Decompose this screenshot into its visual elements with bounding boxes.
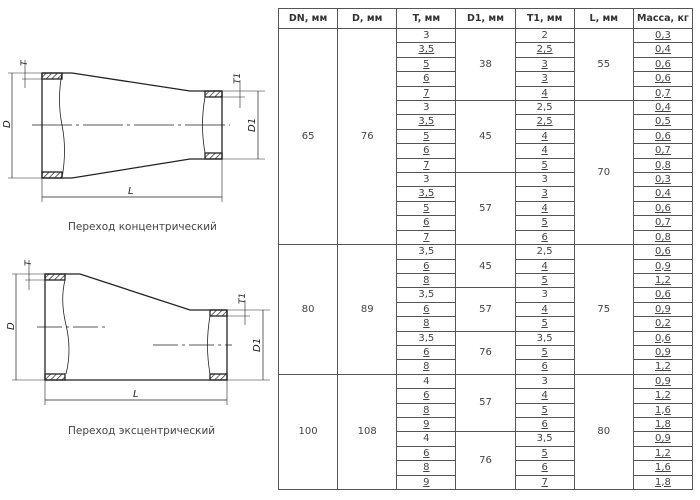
cell-mass: 0,9 — [633, 432, 692, 446]
cell-t1: 2 — [515, 29, 574, 43]
cell-dn: 65 — [279, 29, 338, 245]
header-dn: DN, мм — [279, 9, 338, 29]
d-label: D — [2, 120, 13, 128]
cell-t: 7 — [397, 230, 456, 244]
cell-t1: 3,5 — [515, 432, 574, 446]
cell-t1: 5 — [515, 345, 574, 359]
cell-t: 9 — [397, 475, 456, 489]
cell-mass: 1,2 — [633, 446, 692, 460]
cell-t: 6 — [397, 216, 456, 230]
cell-mass: 1,8 — [633, 475, 692, 489]
cell-t1: 3 — [515, 374, 574, 388]
t1-label: T1 — [233, 72, 243, 84]
cell-t1: 2,5 — [515, 101, 574, 115]
cell-mass: 0,6 — [633, 201, 692, 215]
t1-label: T1 — [238, 292, 248, 304]
header-l: L, мм — [574, 9, 633, 29]
cell-t: 3 — [397, 173, 456, 187]
cell-mass: 0,7 — [633, 144, 692, 158]
cell-t: 4 — [397, 374, 456, 388]
cell-mass: 1,6 — [633, 403, 692, 417]
cell-l: 80 — [574, 374, 633, 489]
eccentric-reducer-drawing — [12, 260, 270, 405]
cell-mass: 0,6 — [633, 57, 692, 71]
cell-t1: 5 — [515, 446, 574, 460]
cell-t: 9 — [397, 417, 456, 431]
cell-t1: 2,5 — [515, 115, 574, 129]
header-mass: Масса, кг — [633, 9, 692, 29]
cell-d1: 57 — [456, 374, 515, 432]
cell-t: 4 — [397, 432, 456, 446]
cell-t1: 4 — [515, 129, 574, 143]
cell-d: 108 — [338, 374, 397, 489]
cell-mass: 1,8 — [633, 417, 692, 431]
table-row — [279, 29, 693, 43]
t-label: T — [24, 260, 34, 266]
cell-t1: 6 — [515, 230, 574, 244]
t-label: T — [20, 60, 30, 66]
cell-d: 76 — [338, 29, 397, 245]
cell-d1: 57 — [456, 173, 515, 245]
table-row — [279, 374, 693, 388]
cell-t: 3,5 — [397, 288, 456, 302]
cell-t1: 4 — [515, 389, 574, 403]
cell-t: 3 — [397, 101, 456, 115]
cell-t1: 5 — [515, 216, 574, 230]
table-row — [279, 245, 693, 259]
cell-mass: 1,2 — [633, 389, 692, 403]
cell-t1: 4 — [515, 86, 574, 100]
cell-t1: 3,5 — [515, 331, 574, 345]
cell-t1: 5 — [515, 403, 574, 417]
cell-t: 6 — [397, 302, 456, 316]
cell-t1: 4 — [515, 144, 574, 158]
cell-t1: 2,5 — [515, 245, 574, 259]
cell-t1: 3 — [515, 173, 574, 187]
cell-t: 5 — [397, 201, 456, 215]
concentric-reducer-drawing — [8, 60, 265, 202]
cell-t: 6 — [397, 446, 456, 460]
cell-mass: 0,9 — [633, 374, 692, 388]
cell-t: 8 — [397, 461, 456, 475]
table-header-row — [279, 9, 693, 29]
cell-t1: 6 — [515, 461, 574, 475]
l-label: L — [133, 389, 139, 400]
cell-dn: 80 — [279, 245, 338, 375]
cell-t: 8 — [397, 403, 456, 417]
d1-label: D1 — [247, 117, 258, 132]
cell-mass: 1,2 — [633, 273, 692, 287]
cell-mass: 0,3 — [633, 173, 692, 187]
cell-t: 3,5 — [397, 43, 456, 57]
reducer-drawings — [0, 0, 275, 496]
cell-t1: 2,5 — [515, 43, 574, 57]
cell-t1: 5 — [515, 273, 574, 287]
cell-d1: 45 — [456, 101, 515, 173]
cell-l: 70 — [574, 101, 633, 245]
cell-t: 5 — [397, 129, 456, 143]
cell-mass: 0,6 — [633, 331, 692, 345]
cell-t1: 7 — [515, 475, 574, 489]
cell-mass: 0,4 — [633, 101, 692, 115]
l-label: L — [128, 186, 134, 197]
cell-t1: 6 — [515, 360, 574, 374]
header-t: T, мм — [397, 9, 456, 29]
cell-mass: 0,3 — [633, 29, 692, 43]
cell-mass: 0,4 — [633, 187, 692, 201]
cell-mass: 0,7 — [633, 216, 692, 230]
cell-d: 89 — [338, 245, 397, 375]
cell-t1: 3 — [515, 57, 574, 71]
cell-l: 75 — [574, 245, 633, 375]
concentric-caption: Переход концентрический — [68, 221, 217, 233]
cell-d1: 45 — [456, 245, 515, 288]
cell-mass: 1,6 — [633, 461, 692, 475]
d1-label: D1 — [252, 337, 263, 352]
cell-t: 3,5 — [397, 245, 456, 259]
cell-t: 8 — [397, 317, 456, 331]
cell-d1: 76 — [456, 432, 515, 490]
cell-mass: 0,6 — [633, 72, 692, 86]
cell-mass: 0,6 — [633, 288, 692, 302]
cell-t: 3,5 — [397, 331, 456, 345]
cell-mass: 0,7 — [633, 86, 692, 100]
cell-t: 7 — [397, 86, 456, 100]
cell-d1: 38 — [456, 29, 515, 101]
cell-mass: 0,9 — [633, 302, 692, 316]
cell-t1: 5 — [515, 317, 574, 331]
eccentric-caption: Переход эксцентрический — [68, 425, 216, 437]
cell-t1: 6 — [515, 417, 574, 431]
cell-t: 8 — [397, 360, 456, 374]
header-d1: D1, мм — [456, 9, 515, 29]
cell-t1: 5 — [515, 158, 574, 172]
cell-mass: 0,9 — [633, 259, 692, 273]
cell-l: 55 — [574, 29, 633, 101]
cell-t: 3,5 — [397, 187, 456, 201]
cell-mass: 0,2 — [633, 317, 692, 331]
drawings-panel — [0, 0, 275, 496]
dimensions-table — [278, 8, 693, 490]
cell-mass: 0,8 — [633, 230, 692, 244]
cell-t: 3 — [397, 29, 456, 43]
cell-t1: 4 — [515, 201, 574, 215]
cell-t: 6 — [397, 259, 456, 273]
cell-t1: 4 — [515, 259, 574, 273]
header-t1: T1, мм — [515, 9, 574, 29]
cell-t1: 4 — [515, 302, 574, 316]
cell-t: 5 — [397, 57, 456, 71]
cell-t1: 3 — [515, 72, 574, 86]
cell-t: 6 — [397, 389, 456, 403]
cell-mass: 0,8 — [633, 158, 692, 172]
cell-mass: 0,6 — [633, 245, 692, 259]
cell-mass: 0,6 — [633, 129, 692, 143]
cell-t1: 3 — [515, 288, 574, 302]
cell-t: 6 — [397, 144, 456, 158]
cell-d1: 76 — [456, 331, 515, 374]
cell-t: 3,5 — [397, 115, 456, 129]
cell-d1: 57 — [456, 288, 515, 331]
cell-mass: 0,4 — [633, 43, 692, 57]
d-label: D — [6, 322, 17, 330]
cell-t: 7 — [397, 158, 456, 172]
cell-mass: 0,9 — [633, 345, 692, 359]
header-d: D, мм — [338, 9, 397, 29]
cell-mass: 0,5 — [633, 115, 692, 129]
cell-dn: 100 — [279, 374, 338, 489]
cell-t: 6 — [397, 345, 456, 359]
cell-t: 8 — [397, 273, 456, 287]
cell-mass: 1,2 — [633, 360, 692, 374]
cell-t: 6 — [397, 72, 456, 86]
cell-t1: 3 — [515, 187, 574, 201]
